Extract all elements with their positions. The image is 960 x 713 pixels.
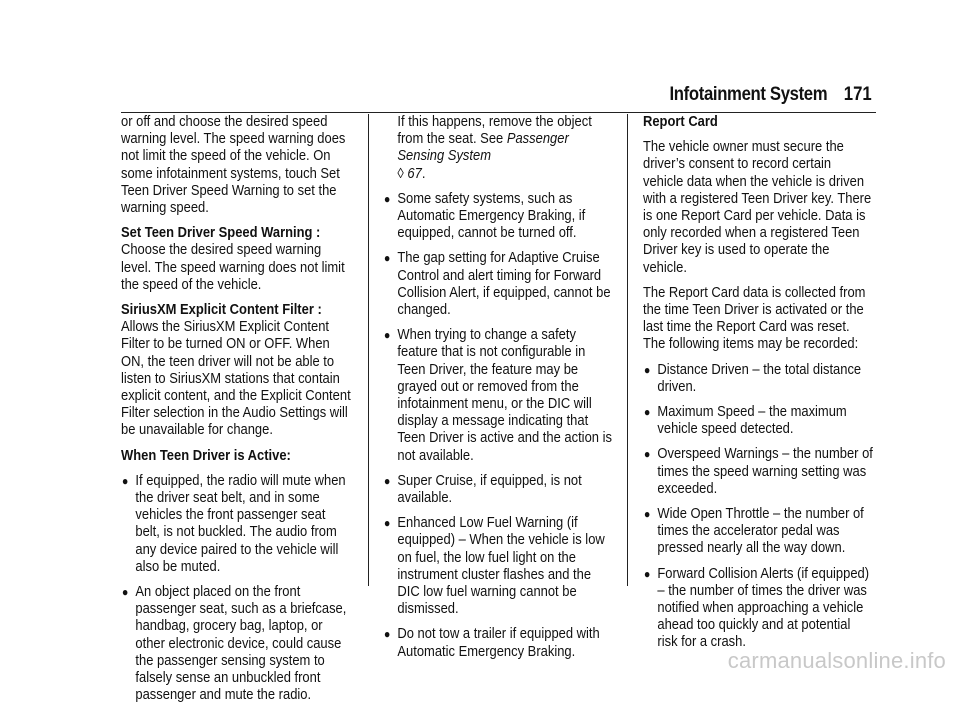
section-title: Infotainment System xyxy=(669,84,827,105)
bullet-icon: ● xyxy=(643,507,651,522)
watermark: carmanualsonline.info xyxy=(727,648,946,673)
bullet-icon: ● xyxy=(383,251,391,266)
bullet-icon: ● xyxy=(383,328,391,343)
column-divider xyxy=(627,114,628,586)
list-item: ● Some safety systems, such as Automatic Emergency Braking, if equipped, cannot be turned off. xyxy=(383,190,586,242)
paragraph: SiriusXM Explicit Content Filter : Allows the SiriusXM Explicit Content Filter to be turned ON or OFF. When ON, the teen driver will not be able to listen to SiriusXM stations that contain explicit content, and the Explicit Content Filter selection in the Audio Settings will be unavailable for change. xyxy=(121,302,351,439)
bullet-icon: ● xyxy=(383,191,391,206)
list-item: ● Super Cruise, if equipped, is not available. xyxy=(383,472,582,507)
page-header xyxy=(0,78,960,108)
subheading: When Teen Driver is Active: xyxy=(121,447,291,464)
column-1 xyxy=(121,114,351,713)
paragraph: or off and choose the desired speed warning level. The speed warning does not limit the speed of the vehicle. On some infotainment systems, touch Set Teen Driver Speed Warning to set the warning speed. xyxy=(121,114,346,217)
bullet-icon: ● xyxy=(643,405,651,420)
bullet-icon: ● xyxy=(643,566,651,581)
bullet-icon: ● xyxy=(383,473,391,488)
cross-reference-link[interactable]: Passenger Sensing System xyxy=(397,131,569,165)
term: Set Teen Driver Speed Warning : xyxy=(121,225,321,242)
list-item: ● Forward Collision Alerts (if equipped) – the number of times the driver was notified when approaching a vehicle ahead too quickly and at potential risk for a crash. xyxy=(643,565,870,651)
paragraph: If this happens, remove the object from the seat. See Passenger Sensing System ◊ 67. xyxy=(397,114,592,182)
list-item: ● Maximum Speed – the maximum vehicle speed detected. xyxy=(643,404,847,438)
list-item: ● Overspeed Warnings – the number of times the speed warning setting was exceeded. xyxy=(643,446,873,497)
bullet-list xyxy=(383,191,613,661)
bullet-icon: ● xyxy=(643,447,651,462)
list-item: ● An object placed on the front passenger seat, such as a briefcase, handbag, grocery bag, laptop, or other electronic device, could cause the passenger sensing system to falsely sense an unbuckled front passenger and mute the radio. xyxy=(121,584,347,704)
bullet-icon: ● xyxy=(121,585,129,600)
bullet-icon: ● xyxy=(383,627,391,642)
bullet-list xyxy=(643,362,873,652)
list-item: ● Enhanced Low Fuel Warning (if equipped) – When the vehicle is low on fuel, the low fuel light on the instrument cluster flashes and the DIC low fuel warning cannot be dismissed. xyxy=(383,515,605,618)
paragraph: Set Teen Driver Speed Warning : Choose the desired speed warning level. The speed warning does not limit the speed of the vehicle. xyxy=(121,225,345,293)
paragraph: The vehicle owner must secure the driver’s consent to record certain vehicle data when the vehicle is driven with a registered Teen Driver key. There is one Report Card per vehicle. Data is only recorded when a registered Teen Driver key is used to operate the vehicle. xyxy=(643,139,872,276)
list-item: ● Do not tow a trailer if equipped with Automatic Emergency Braking. xyxy=(383,626,600,660)
column-3 xyxy=(643,114,873,660)
list-item: ● Wide Open Throttle – the number of times the accelerator pedal was pressed nearly all the way down. xyxy=(643,506,864,557)
paragraph: The Report Card data is collected from the time Teen Driver is activated or the last time the Report Card was reset. The following items may be recorded: xyxy=(643,284,866,353)
bullet-icon: ● xyxy=(121,473,129,488)
subheading: Report Card xyxy=(643,114,718,130)
page-reference-icon: ◊ xyxy=(397,165,404,182)
page-number: 171 xyxy=(844,84,872,105)
list-item: ● If equipped, the radio will mute when the driver seat belt, and in some vehicles the front passenger seat belt, is not buckled. The audio from any device paired to the vehicle will also be muted. xyxy=(121,472,346,575)
term: SiriusXM Explicit Content Filter : xyxy=(121,302,322,319)
list-item: ● Distance Driven – the total distance driven. xyxy=(643,361,862,395)
list-item: ● The gap setting for Adaptive Cruise Control and alert timing for Forward Collision Alert, if equipped, cannot be changed. xyxy=(383,250,611,319)
column-2 xyxy=(383,114,613,669)
column-divider xyxy=(368,114,369,586)
bullet-icon: ● xyxy=(383,516,391,531)
bullet-list xyxy=(121,473,351,705)
list-item: ● When trying to change a safety feature that is not configurable in Teen Driver, the feature may be grayed out or removed from the infotainment menu, or the DIC will display a message indicating that Teen Driver is active and the action is not available. xyxy=(383,327,612,464)
header-divider xyxy=(121,112,876,113)
page-reference[interactable]: 67 xyxy=(407,165,422,182)
bullet-icon: ● xyxy=(643,362,651,377)
